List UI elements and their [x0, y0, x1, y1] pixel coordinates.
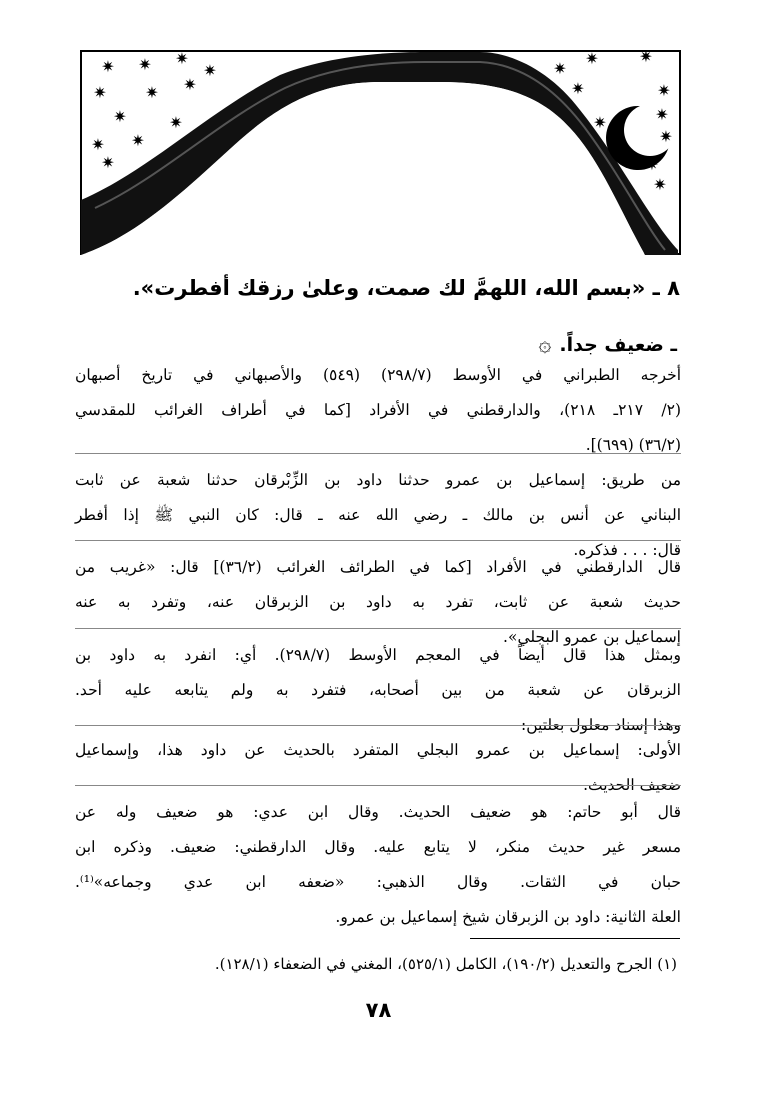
text-line: قال الدارقطني في الأفراد [كما في الطرائف الغرائب (٣٦/٢)] قال: «غريب من — [75, 558, 681, 576]
text-line: وبمثل هذا قال أيضاً في المعجم الأوسط (٢٩٨/٧). أي: انفرد به داود بن — [75, 646, 681, 664]
star-icon: ✷ — [101, 57, 115, 76]
grade-line — [539, 328, 677, 362]
star-icon: ✷ — [645, 155, 659, 174]
star-icon: ✷ — [175, 50, 189, 68]
star-icon: ✷ — [93, 83, 107, 102]
star-icon: ✷ — [203, 61, 217, 80]
paragraph-divider — [75, 785, 681, 786]
page-number: ٧٨ — [365, 998, 392, 1022]
star-icon: ✷ — [657, 81, 671, 100]
text-line: قال: . . . فذكره. — [573, 541, 681, 559]
text-line: الزبرقان عن شعبة من بين أصحابه، فتفرد به ولم يتابعه عليه أحد. — [75, 681, 681, 699]
text-line: حبان في الثقات. وقال الذهبي: «ضعفه ابن عدي وجماعه»⁽¹⁾. — [75, 873, 681, 891]
star-icon: ✷ — [145, 83, 159, 102]
text-line: قال أبو حاتم: هو ضعيف الحديث. وقال ابن عدي: هو ضعيف وله عن — [75, 803, 681, 821]
star-icon: ✷ — [183, 75, 197, 94]
paragraph-divider — [75, 628, 681, 629]
night-sky-banner — [80, 50, 681, 255]
star-icon: ✷ — [593, 113, 607, 132]
hadith-title: ٨ ـ «بسم الله، اللهمَّ لك صمت، وعلىٰ رزقك أفطرت». — [132, 276, 680, 300]
paragraph — [75, 733, 681, 803]
star-icon: ✷ — [571, 79, 585, 98]
star-icon: ✷ — [607, 139, 621, 158]
text-line: العلة الثانية: داود بن الزبرقان شيخ إسماعيل بن عمرو. — [335, 908, 681, 926]
footnote: (١) الجرح والتعديل (١٩٠/٢)، الكامل (٥٢٥/١)، المغني في الضعفاء (١٢٨/١). — [214, 955, 677, 973]
text-line: من طريق: إسماعيل بن عمرو حدثنا داود بن الزِّبْرقان حدثنا شعبة عن ثابت — [75, 471, 681, 489]
star-icon: ✷ — [553, 59, 567, 78]
text-line: (٣٦/٢) (٦٩٩)]. — [585, 436, 681, 454]
paragraph-divider — [75, 725, 681, 726]
paragraph — [75, 795, 681, 935]
text-line: الأولى: إسماعيل بن عمرو البجلي المتفرد بالحديث عن داود هذا، وإسماعيل — [75, 741, 681, 759]
star-icon: ✷ — [639, 50, 653, 66]
star-icon: ✷ — [113, 107, 127, 126]
star-icon: ✷ — [659, 127, 673, 146]
grade-star-icon: ۞ — [538, 332, 552, 357]
star-icon: ✷ — [138, 55, 152, 74]
star-icon: ✷ — [655, 105, 669, 124]
paragraph — [75, 638, 681, 743]
star-icon: ✷ — [101, 153, 115, 172]
text-line: (٢/ ٢١٧ـ ٢١٨)، والدارقطني في الأفراد [كما في أطراف الغرائب للمقدسي — [75, 401, 681, 419]
text-line: إسماعيل بن عمرو البجلي». — [503, 628, 681, 646]
star-icon: ✷ — [91, 135, 105, 154]
star-icon: ✷ — [653, 175, 667, 194]
text-line: ضعيف الحديث. — [583, 776, 681, 794]
star-icon: ✷ — [585, 50, 599, 68]
paragraph-divider — [75, 540, 681, 541]
star-icon: ✷ — [131, 131, 145, 150]
footnote-rule — [470, 938, 680, 939]
text-line: وهذا إسناد معلول بعلتين: — [521, 716, 681, 734]
grade-text: ـ ضعيف جداً. — [559, 334, 677, 356]
paragraph — [75, 358, 681, 463]
text-line: مسعر غير حديث منكر، لا يتابع عليه. وقال الدارقطني: ضعيف. وذكره ابن — [75, 838, 681, 856]
star-icon: ✷ — [169, 113, 183, 132]
paragraph-divider — [75, 453, 681, 454]
text-line: البناني عن أنس بن مالك ـ رضي الله عنه ـ قال: كان النبي ﷺ إذا أفطر — [75, 506, 681, 524]
text-line: حديث شعبة عن ثابت، تفرد به داود بن الزبرقان عنه، وتفرد به عنه — [75, 593, 681, 611]
text-line: أخرجه الطبراني في الأوسط (٢٩٨/٧) (٥٤٩) والأصبهاني في تاريخ أصبهان — [75, 366, 682, 384]
